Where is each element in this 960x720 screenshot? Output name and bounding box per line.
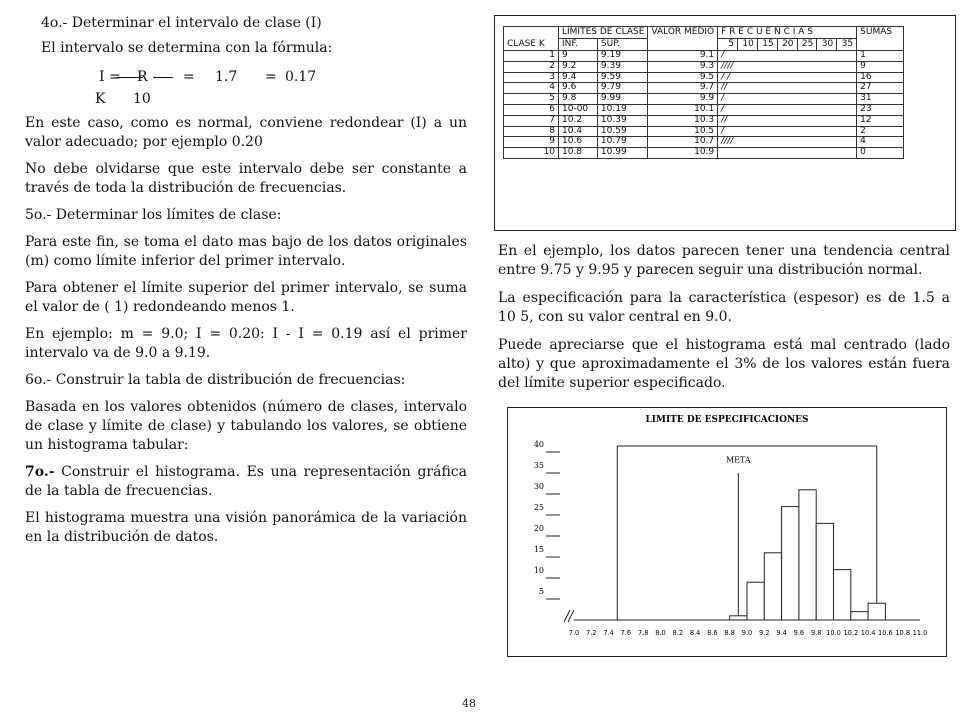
x-tick-label: 7.0 (568, 629, 580, 637)
row-sup: 10.99 (597, 148, 647, 159)
histogram-bar (730, 616, 747, 620)
step5-title: 5o.- Determinar los límites de clase: (25, 207, 282, 223)
step7 (25, 463, 467, 501)
row-class: 5 (504, 94, 559, 105)
row-inf: 10-00 (559, 104, 598, 115)
row-class: 10 (504, 148, 559, 159)
histogram-bar (747, 582, 764, 620)
row-class: 2 (504, 61, 559, 72)
header-clase: CLASE K (504, 27, 559, 51)
left-column (25, 14, 467, 555)
formula-i: I = (99, 69, 121, 85)
row-tally: / (718, 94, 857, 105)
formula-denominator (25, 90, 467, 114)
x-tick-label: 7.4 (603, 629, 614, 637)
table-row (504, 115, 904, 126)
y-tick-label: 35 (533, 461, 544, 470)
histogram-bar (868, 603, 885, 620)
row-inf: 9.4 (559, 72, 598, 83)
row-class: 4 (504, 83, 559, 94)
step6-title: 6o.- Construir la tabla de distribución de frecuencias: (25, 372, 406, 388)
header-inf: INF. (559, 39, 598, 51)
row-sup: 9.99 (597, 94, 647, 105)
paragraph-example: En ejemplo: m = 9.0; I = 0.20: I - I = 0.19 así el primer intervalo va de 9.0 a 9.19. (25, 326, 467, 361)
table-row (504, 137, 904, 148)
scale-15: 15 (757, 39, 777, 51)
x-tick-label: 10.2 (843, 629, 859, 637)
step7-text: Construir el histograma. Es una representación gráfica de la tabla de frecuencias. (25, 464, 467, 499)
row-mid: 10.7 (648, 137, 718, 148)
row-inf: 9.6 (559, 83, 598, 94)
paragraph-tabular: Basada en los valores obtenidos (número de clases, intervalo de clase y límite de clase) y tabulando los valores, se obtiene un histograma tabular: (25, 399, 467, 453)
row-tally: //// (718, 137, 857, 148)
y-tick-label: 15 (533, 545, 544, 554)
histogram-bar (834, 570, 851, 620)
frequency-table (503, 26, 904, 159)
paragraph-lower-limit: Para este fin, se toma el dato mas bajo de los datos originales (m) como límite inferior del primer intervalo. (25, 234, 467, 269)
formula-eq1: = (183, 69, 195, 85)
scale-5: 5 (718, 39, 738, 51)
row-class: 6 (504, 104, 559, 115)
page-number: 48 (462, 697, 476, 710)
table-row (504, 126, 904, 137)
row-sum: 12 (857, 115, 904, 126)
row-class: 3 (504, 72, 559, 83)
row-inf: 9.8 (559, 94, 598, 105)
row-mid: 9.5 (648, 72, 718, 83)
scale-10: 10 (737, 39, 757, 51)
row-tally (718, 148, 857, 159)
row-tally: / (718, 104, 857, 115)
row-mid: 10.5 (648, 126, 718, 137)
header-frecuencias: F R E C U E N C I A S (718, 27, 857, 39)
row-inf: 10.8 (559, 148, 598, 159)
row-mid: 9.7 (648, 83, 718, 94)
row-sup: 9.39 (597, 61, 647, 72)
row-sum: 1 (857, 51, 904, 62)
row-sup: 9.79 (597, 83, 647, 94)
table-row (504, 51, 904, 62)
table-row (504, 61, 904, 72)
scale-35: 35 (837, 39, 857, 51)
row-tally: // (718, 115, 857, 126)
row-class: 8 (504, 126, 559, 137)
row-inf: 10.4 (559, 126, 598, 137)
row-sum: 2 (857, 126, 904, 137)
row-mid: 9.3 (648, 61, 718, 72)
x-tick-label: 9.0 (741, 629, 753, 637)
histogram-bar (799, 490, 816, 620)
row-sup: 9.19 (597, 51, 647, 62)
header-sumas: SUMAS (857, 27, 904, 51)
formula-intro: El intervalo se determina con la fórmula: (41, 40, 333, 56)
header-limites: LIMITES DE CLASE (559, 27, 648, 39)
paragraph-histogram: El histograma muestra una visión panorámica de la variación en la distribución de datos. (25, 510, 467, 545)
x-tick-label: 8.8 (724, 629, 735, 637)
step4-title: 4o.- Determinar el intervalo de clase (I) (41, 15, 322, 31)
row-mid: 10.9 (648, 148, 718, 159)
y-tick-label: 20 (533, 524, 544, 533)
x-tick-label: 9.4 (776, 629, 787, 637)
histogram-chart (508, 408, 946, 656)
row-sup: 10.39 (597, 115, 647, 126)
row-class: 7 (504, 115, 559, 126)
chart-title: LIMITE DE ESPECIFICACIONES (645, 415, 809, 425)
row-sum: 27 (857, 83, 904, 94)
x-tick-label: 10.8 (895, 629, 911, 637)
paragraph-central-tendency: En el ejemplo, los datos parecen tener una tendencia central entre 9.75 y 9.95 y parecen seguir una distribución normal. (498, 243, 950, 278)
row-sum: 0 (857, 148, 904, 159)
formula-line (25, 64, 467, 90)
paragraph-upper-limit: Para obtener el límite superior del primer intervalo, se suma el valor de ( 1) redondeando menos 1. (25, 280, 467, 315)
x-tick-label: 8.0 (655, 629, 666, 637)
y-tick-label: 25 (533, 503, 544, 512)
formula-eq2: = (265, 69, 277, 85)
table-row (504, 72, 904, 83)
formula-bar-2 (153, 77, 173, 78)
formula-v1: 1.7 (215, 69, 238, 85)
x-tick-label: 9.6 (793, 629, 805, 637)
table-row (504, 83, 904, 94)
row-sup: 10.19 (597, 104, 647, 115)
histogram-bar (764, 553, 781, 620)
x-tick-label: 8.2 (672, 629, 684, 637)
row-tally: / (718, 51, 857, 62)
row-tally: / / (718, 72, 857, 83)
x-tick-label: 10.0 (826, 629, 841, 637)
paragraph-off-center: Puede apreciarse que el histograma está mal centrado (lado alto) y que aproximadamente el 3% de los valores están fuera del límite superior especificado. (498, 337, 950, 391)
x-tick-label: 9.8 (810, 629, 822, 637)
row-sum: 4 (857, 137, 904, 148)
x-tick-label: 8.4 (689, 629, 701, 637)
histogram-bar (851, 612, 868, 620)
row-mid: 9.1 (648, 51, 718, 62)
paragraph-constant: No debe olvidarse que este intervalo debe ser constante a través de toda la distribución de frecuencias. (25, 161, 467, 196)
row-inf: 9.2 (559, 61, 598, 72)
row-tally: // (718, 83, 857, 94)
y-tick-label: 5 (538, 587, 544, 596)
table-row (504, 148, 904, 159)
y-tick-label: 30 (533, 482, 544, 491)
y-tick-label: 40 (533, 440, 544, 449)
row-class: 1 (504, 51, 559, 62)
row-tally: //// (718, 61, 857, 72)
table-row (504, 104, 904, 115)
row-inf: 10.6 (559, 137, 598, 148)
row-sup: 9.59 (597, 72, 647, 83)
step7-number: 7o.- (25, 464, 55, 480)
scale-20: 20 (777, 39, 797, 51)
row-tally: / (718, 126, 857, 137)
histogram-frame (507, 407, 947, 657)
x-tick-label: 7.2 (586, 629, 597, 637)
row-sup: 10.79 (597, 137, 647, 148)
x-tick-label: 8.6 (707, 629, 718, 637)
x-tick-label: 10.6 (878, 629, 893, 637)
row-inf: 10.2 (559, 115, 598, 126)
formula-k: K (95, 91, 106, 107)
row-sum: 31 (857, 94, 904, 105)
row-sum: 16 (857, 72, 904, 83)
row-sum: 23 (857, 104, 904, 115)
row-sum: 9 (857, 61, 904, 72)
row-inf: 9 (559, 51, 598, 62)
meta-label: META (725, 455, 751, 465)
formula-v2: 0.17 (285, 69, 317, 85)
right-column (498, 242, 950, 402)
table-body (504, 51, 904, 159)
x-tick-label: 11.0 (912, 629, 928, 637)
formula-k-val: 10 (133, 91, 151, 107)
row-class: 9 (504, 137, 559, 148)
paragraph-specification: La especificación para la característica (espesor) es de 1.5 a 10 5, con su valor central en 9.0. (498, 290, 950, 325)
header-valor: VALOR MEDIO (648, 27, 718, 51)
x-tick-label: 7.8 (637, 629, 649, 637)
y-tick-label: 10 (533, 566, 544, 575)
row-mid: 10.3 (648, 115, 718, 126)
frequency-table-frame (494, 15, 956, 231)
x-tick-label: 7.6 (620, 629, 632, 637)
histogram-bar (782, 507, 799, 620)
formula-r: R (137, 69, 148, 85)
scale-30: 30 (817, 39, 837, 51)
header-sup: SUP. (597, 39, 647, 51)
histogram-bar (816, 523, 833, 620)
row-mid: 10.1 (648, 104, 718, 115)
x-tick-label: 10.4 (860, 629, 876, 637)
table-row (504, 94, 904, 105)
paragraph-round: En este caso, como es normal, conviene redondear (I) a un valor adecuado; por ejemplo 0.20 (25, 115, 467, 150)
row-sup: 10.59 (597, 126, 647, 137)
row-mid: 9.9 (648, 94, 718, 105)
x-tick-label: 9.2 (759, 629, 770, 637)
scale-25: 25 (797, 39, 817, 51)
